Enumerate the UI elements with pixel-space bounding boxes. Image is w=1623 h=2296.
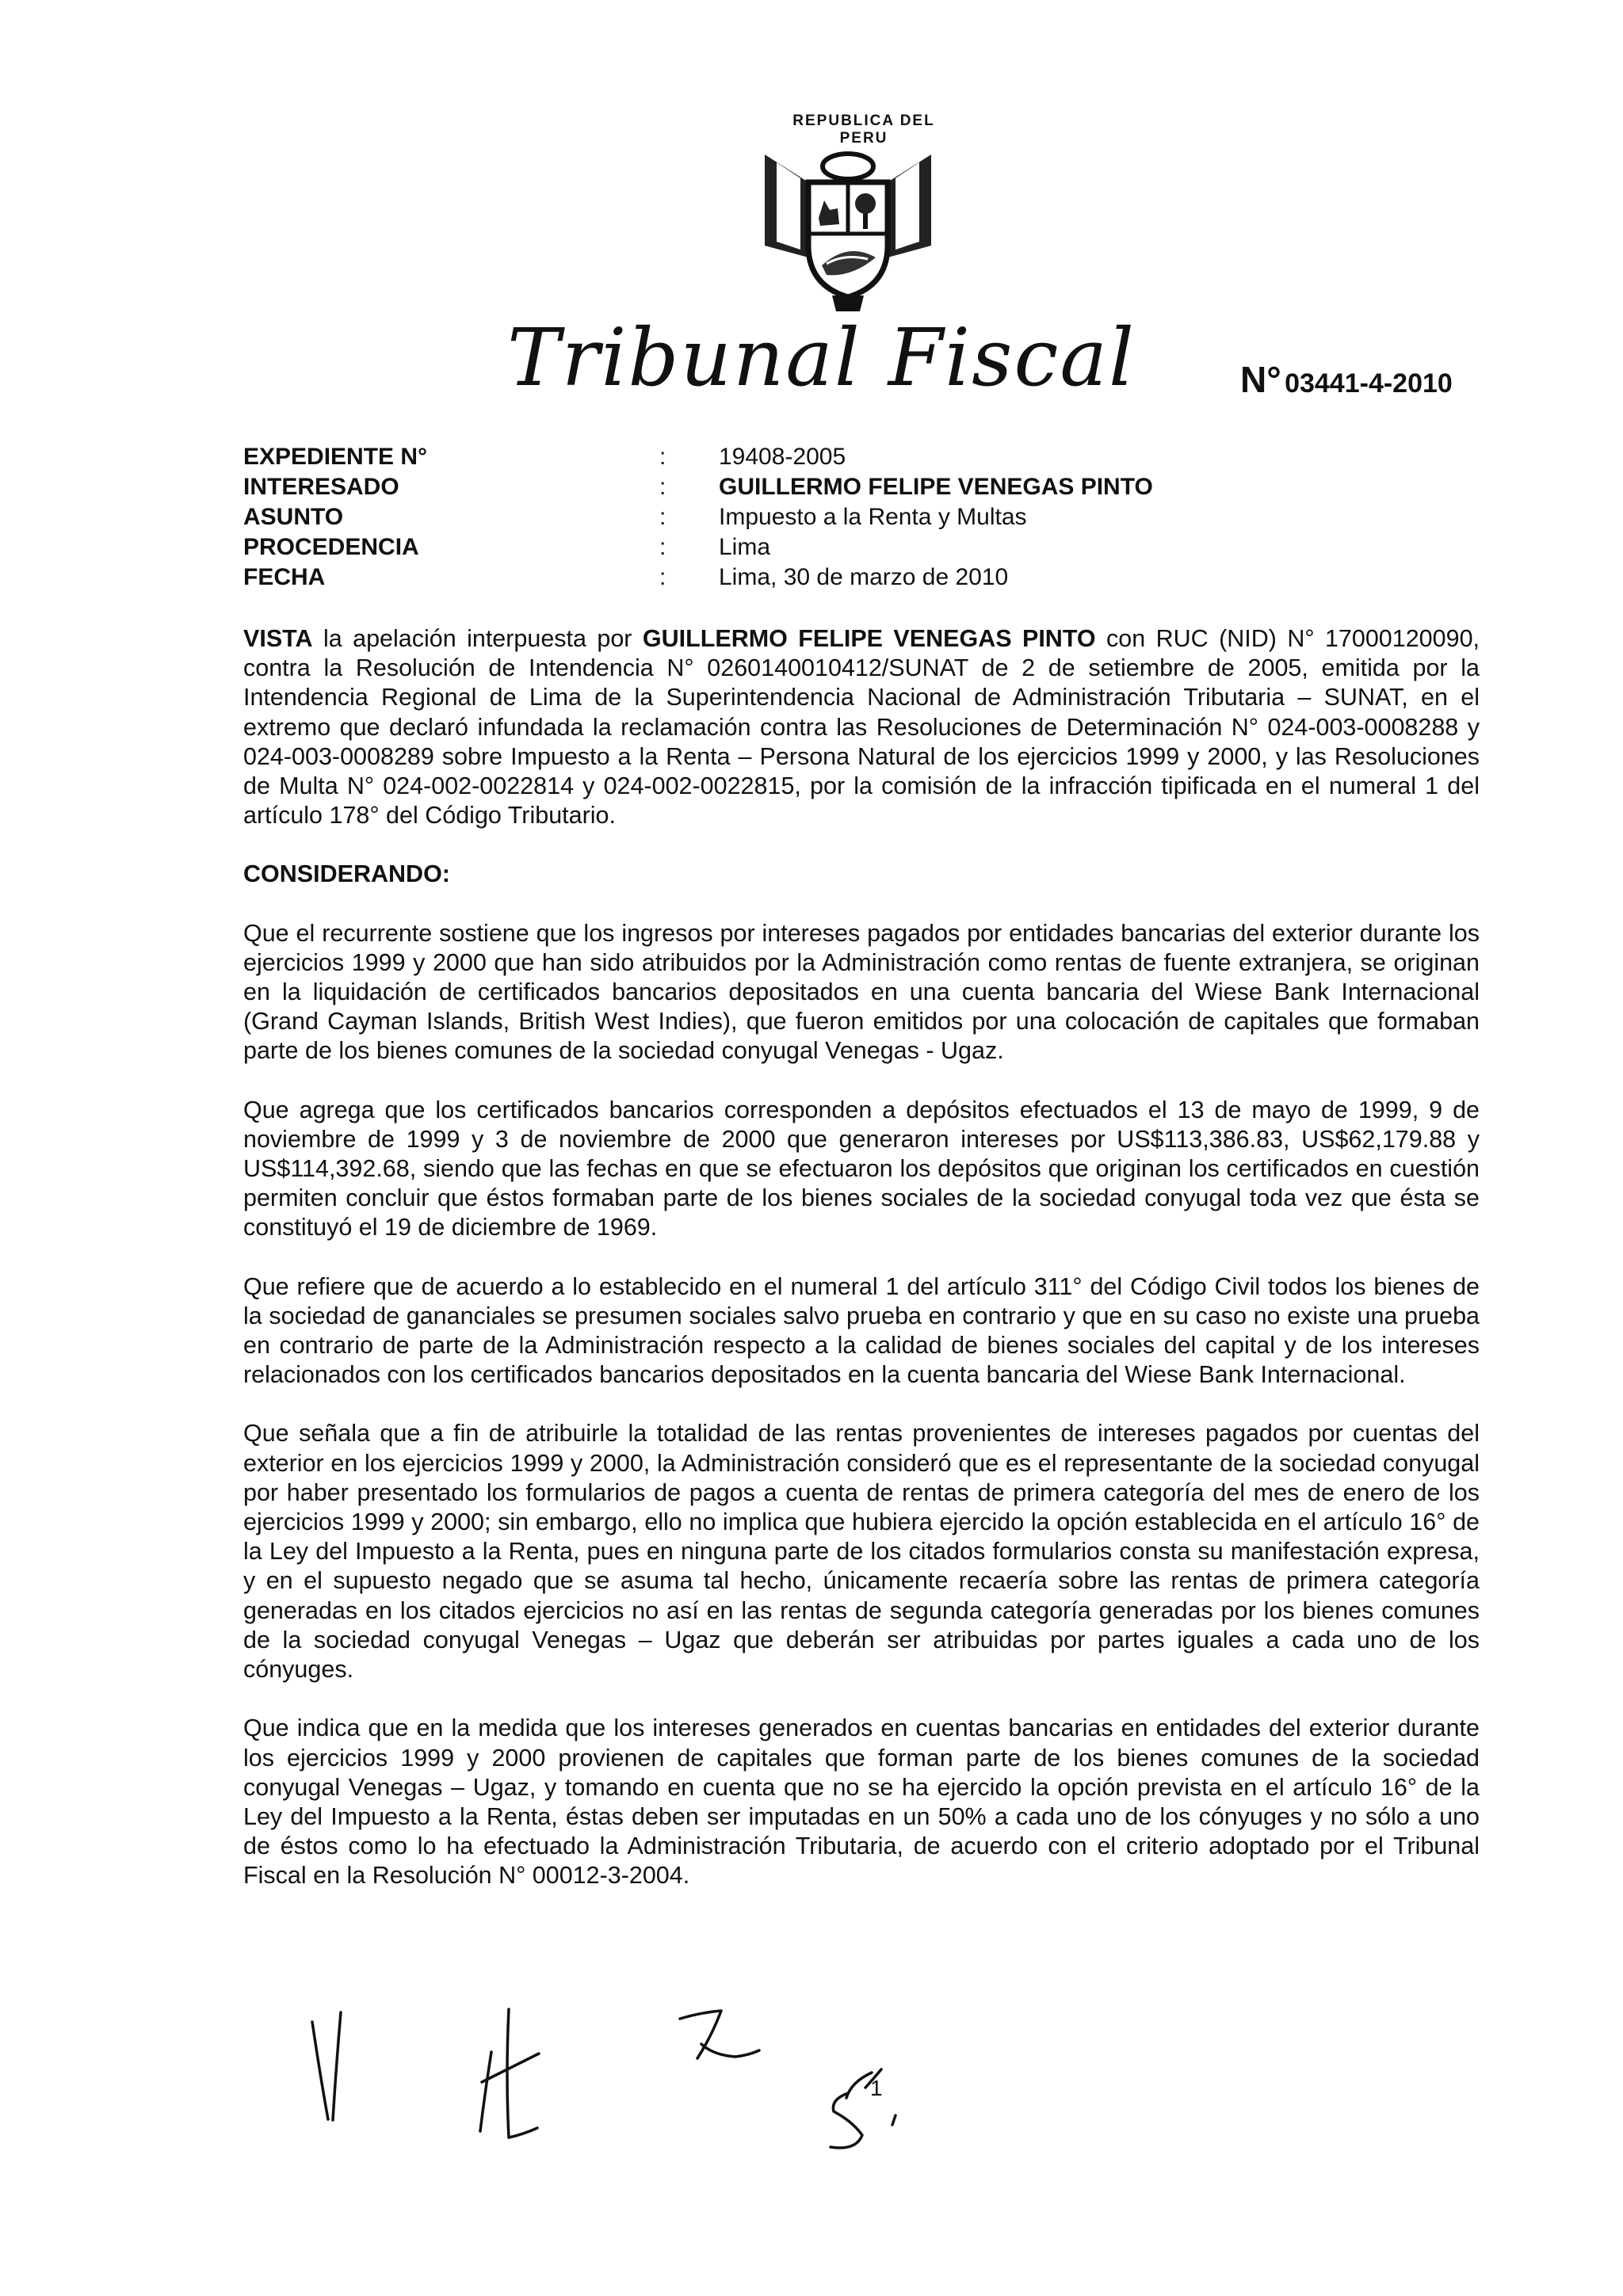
meta-value: GUILLERMO FELIPE VENEGAS PINTO — [719, 474, 1153, 500]
vista-lead: VISTA — [243, 625, 313, 652]
paragraph: Que el recurrente sostiene que los ingresos por intereses pagados por entidades bancarias del exterior durante los ejercicios 1999 y 2000 que han sido atribuidos por la Administración como rentas de fuente extranjera, se originan en la liquidación de certificados bancarios depositados en una cuenta bancaria del Wiese Bank Internacional (Grand Cayman Islands, British West Indies), que fueron emitidos por una colocación de capitales que formaban parte de los bienes comunes de la sociedad conyugal Venegas - Ugaz. — [243, 919, 1480, 1065]
meta-row-interesado — [243, 472, 1480, 502]
meta-row-fecha — [243, 563, 1480, 593]
handwritten-initials-icon — [301, 1981, 951, 2155]
meta-colon: : — [659, 474, 666, 500]
meta-value: Lima — [719, 534, 771, 560]
resolution-number — [1240, 358, 1453, 401]
meta-colon: : — [659, 504, 666, 530]
number-prefix: N° — [1240, 359, 1281, 400]
meta-label: PROCEDENCIA — [243, 534, 419, 560]
considerando-heading: CONSIDERANDO: — [243, 860, 450, 888]
vista-name: GUILLERMO FELIPE VENEGAS PINTO — [642, 625, 1096, 652]
meta-row-procedencia — [243, 532, 1480, 563]
meta-value: Lima, 30 de marzo de 2010 — [719, 564, 1009, 590]
paragraph: Que refiere que de acuerdo a lo establecido en el numeral 1 del artículo 311° del Código Civil todos los bienes de la sociedad de gananciales se presumen sociales salvo prueba en contrario y que en su caso no existe una prueba en contrario de parte de la Administración respecto a la calidad de bienes sociales del capital y de los intereses relacionados con los certificados bancarios depositados en la cuenta bancaria del Wiese Bank Internacional. — [243, 1272, 1480, 1389]
paragraph: Que agrega que los certificados bancarios corresponden a depósitos efectuados el 13 de mayo de 1999, 9 de noviembre de 1999 y 3 de noviembre de 2000 que generaron intereses por US$113,386.83, US$62,179.88 y US$114,392.68, siendo que las fechas en que se efectuaron los depósitos que originan los certificados en cuestión permiten concluir que éstos formaban parte de los bienes sociales de la sociedad conyugal toda vez que ésta se constituyó el 19 de diciembre de 1969. — [243, 1096, 1480, 1241]
vista-paragraph — [243, 624, 1480, 830]
document-body — [243, 624, 1480, 1920]
page-title: Tribunal Fiscal — [507, 311, 1136, 404]
page-number: 1 — [870, 2076, 883, 2100]
vista-post: con RUC (NID) N° 17000120090, contra la Resolución de Intendencia N° 0260140010412/SUNAT de 2 de setiembre de 2005, emitida por la Intendencia Regional de Lima de la Superintendencia Nacional de Administración Tributaria – SUNAT, en el extremo que declaró infundada la reclamación contra las Resoluciones de Determinación N° 024-003-0008288 y 024-003-0008289 sobre Impuesto a la Renta – Persona Natural de los ejercicios 1999 y 2000, y las Resoluciones de Multa N° 024-002-0022814 y 024-002-0022815, por la comisión de la infracción tipificada en el numeral 1 del artículo 178° del Código Tributario. — [243, 625, 1480, 830]
paragraph: Que indica que en la medida que los intereses generados en cuentas bancarias en entidades del exterior durante los ejercicios 1999 y 2000 provienen de capitales que forman parte de los bienes comunes de la sociedad conyugal Venegas – Ugaz, y tomando en cuenta que no se ha ejercido la opción prevista en el artículo 16° de la Ley del Impuesto a la Renta, éstas deben ser imputadas en un 50% a cada uno de los cónyuges y no sólo a uno de éstos como lo ha efectuado la Administración Tributaria, de acuerdo con el criterio adoptado por el Tribunal Fiscal en la Resolución N° 00012-3-2004. — [243, 1714, 1480, 1890]
meta-colon: : — [659, 534, 666, 560]
meta-row-expediente — [243, 442, 1480, 472]
meta-row-asunto — [243, 502, 1480, 532]
number-value: 03441-4-2010 — [1285, 368, 1453, 399]
meta-value: Impuesto a la Renta y Multas — [719, 504, 1027, 530]
vista-pre: la apelación interpuesta por — [312, 625, 643, 652]
meta-label: ASUNTO — [243, 504, 344, 530]
case-metadata — [243, 442, 1480, 593]
coat-of-arms-icon — [733, 107, 963, 321]
paragraph: Que señala que a fin de atribuirle la totalidad de las rentas provenientes de intereses pagados por cuentas del exterior en los ejercicios 1999 y 2000, la Administración consideró que es el representante de la sociedad conyugal por haber presentado los formularios de pagos a cuenta de rentas de primera categoría del mes de enero de los ejercicios 1999 y 2000; sin embargo, ello no implica que hubiera ejercido la opción establecida en el artículo 16° de la Ley del Impuesto a la Renta, pues en ninguna parte de los citados formularios consta su manifestación expresa, y en el supuesto negado que se asuma tal hecho, únicamente recaería sobre las rentas de primera categoría generadas en los citados ejercicios no así en las rentas de segunda categoría generadas por los bienes comunes de la sociedad conyugal Venegas – Ugaz que deberán ser atribuidas por partes iguales a cada uno de los cónyuges. — [243, 1420, 1480, 1684]
meta-colon: : — [659, 564, 666, 590]
meta-label: FECHA — [243, 564, 326, 590]
meta-colon: : — [659, 444, 666, 470]
meta-label: INTERESADO — [243, 474, 399, 500]
meta-value: 19408-2005 — [719, 444, 846, 470]
emblem-caption: REPUBLICA DEL PERU — [792, 113, 935, 147]
meta-label: EXPEDIENTE N° — [243, 444, 428, 470]
